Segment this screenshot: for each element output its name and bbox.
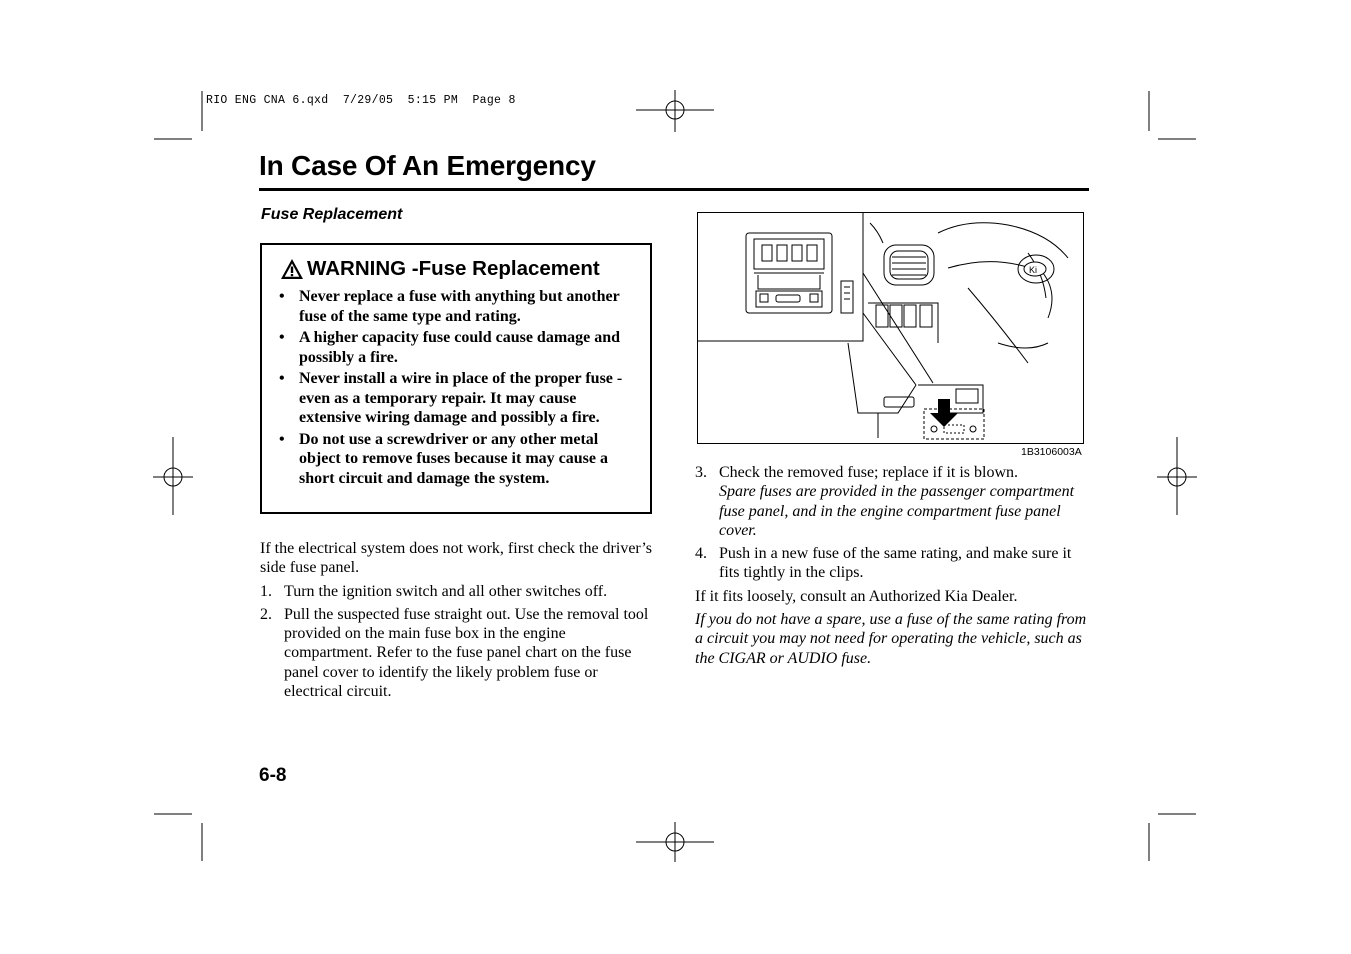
warning-triangle-icon bbox=[280, 258, 304, 280]
warning-item: • Never replace a fuse with anything but another fuse of the same type and rating. bbox=[278, 287, 640, 326]
page-number: 6-8 bbox=[259, 765, 287, 786]
left-column bbox=[260, 539, 652, 705]
fuse-panel-figure bbox=[697, 212, 1084, 444]
chapter-title: In Case Of An Emergency bbox=[259, 150, 596, 181]
badge-text: Ki bbox=[1029, 265, 1038, 275]
warning-list bbox=[278, 287, 640, 490]
registration-mark-left bbox=[153, 437, 193, 515]
figure-code: 1B3106003A bbox=[1021, 446, 1082, 458]
registration-mark-right bbox=[1157, 437, 1197, 515]
kia-badge bbox=[1024, 262, 1046, 276]
warning-box bbox=[260, 243, 652, 514]
step-number: 3. bbox=[695, 464, 707, 481]
registration-mark-bottom bbox=[636, 822, 714, 862]
registration-mark-top bbox=[636, 90, 714, 132]
warning-item: • Never install a wire in place of the proper fuse - even as a temporary repair. It may cause extensive wiring damage and possibly a fire. bbox=[278, 369, 640, 428]
spare-fuse-note: If you do not have a spare, use a fuse of the same rating from a circuit you may not need for operating the vehicle, such as the CIGAR or AUDIO fuse. bbox=[695, 611, 1087, 667]
section-title: Fuse Replacement bbox=[261, 206, 403, 223]
step-item bbox=[260, 605, 652, 701]
dashboard-illustration bbox=[698, 213, 1083, 443]
steps-list-part1 bbox=[260, 582, 652, 702]
right-column bbox=[695, 463, 1087, 672]
warning-item: • Do not use a screwdriver or any other metal object to remove fuses because it may cause a short circuit and damage the system. bbox=[278, 430, 640, 489]
title-rule bbox=[259, 188, 1089, 191]
step-item bbox=[695, 463, 1087, 540]
step-number: 1. bbox=[260, 582, 272, 600]
step-text: Turn the ignition switch and all other switches off. bbox=[284, 582, 608, 600]
print-slug: RIO ENG CNA 6.qxd 7/29/05 5:15 PM Page 8 bbox=[206, 94, 516, 107]
warning-title: WARNING -Fuse Replacement bbox=[307, 257, 600, 280]
step-text: Pull the suspected fuse straight out. Use the removal tool provided on the main fuse box in the engine compartment. Refer to the fuse panel chart on the fuse panel cover to identify the likely problem fuse or electrical circuit. bbox=[284, 605, 649, 701]
warning-heading bbox=[280, 257, 600, 281]
step-number: 4. bbox=[695, 545, 707, 563]
step-text: Push in a new fuse of the same rating, and make sure it fits tightly in the clips. bbox=[719, 545, 1072, 582]
dealer-note: If it fits loosely, consult an Authorized Kia Dealer. bbox=[695, 587, 1018, 605]
step-item bbox=[260, 582, 652, 601]
warning-item: • A higher capacity fuse could cause damage and possibly a fire. bbox=[278, 328, 640, 367]
intro-paragraph: If the electrical system does not work, first check the driver’s side fuse panel. bbox=[260, 540, 653, 577]
step-item bbox=[695, 544, 1087, 583]
step-number: 2. bbox=[260, 605, 272, 623]
steps-list-part2 bbox=[695, 463, 1087, 583]
step-note: Spare fuses are provided in the passenger compartment fuse panel, and in the engine compartment fuse panel cover. bbox=[719, 483, 1075, 539]
step-text: Check the removed fuse; replace if it is blown. bbox=[719, 464, 1019, 481]
